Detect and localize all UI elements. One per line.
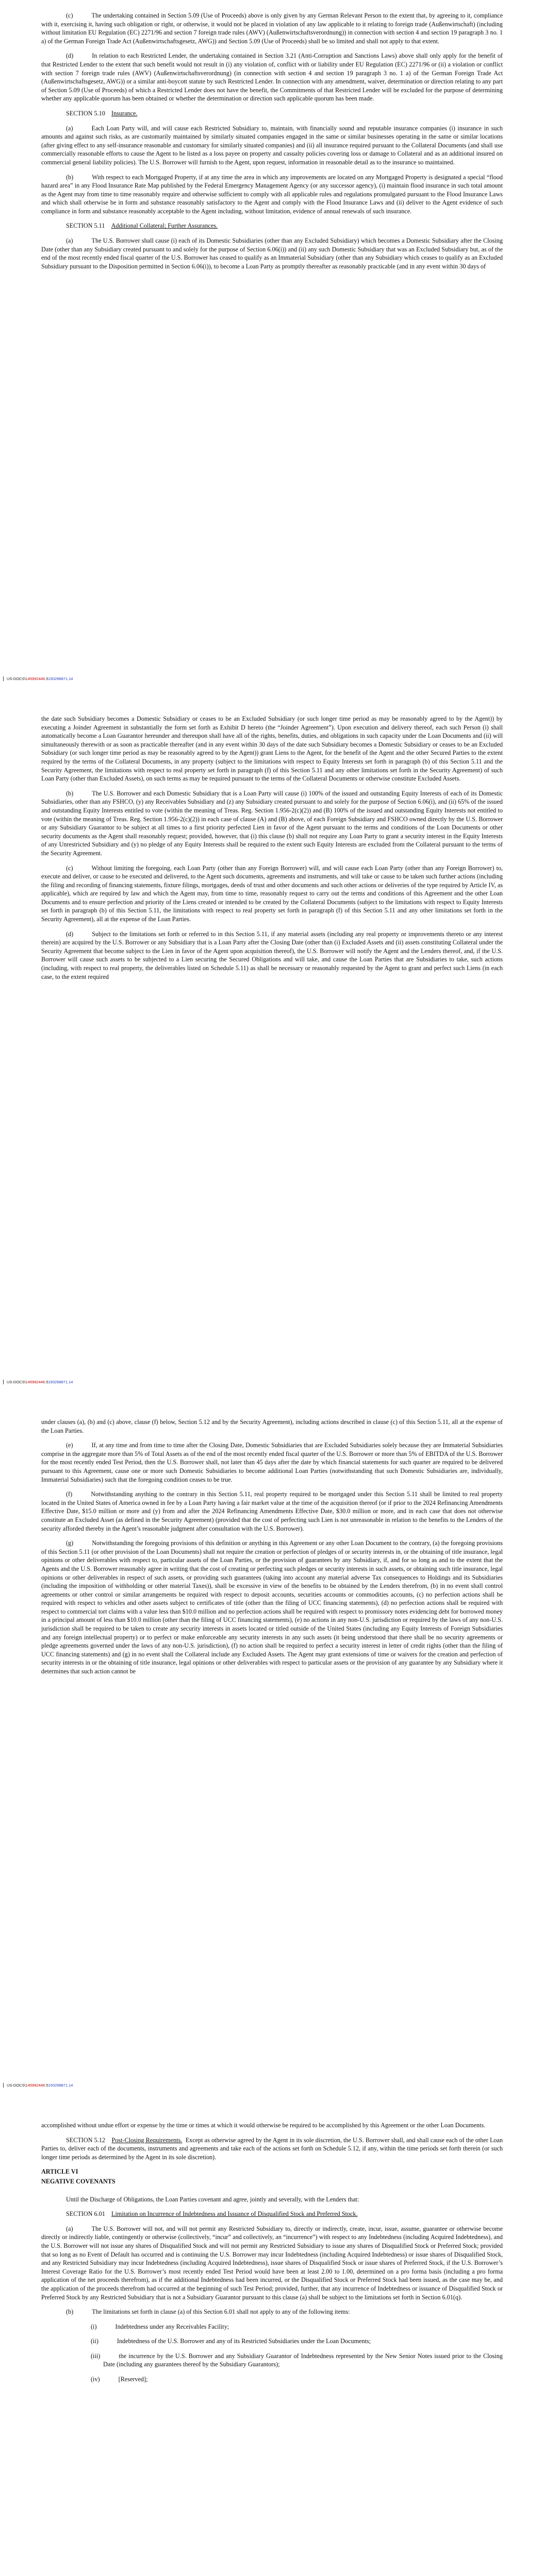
- footer-prefix: US-DOCS\: [7, 676, 26, 681]
- page-3: [0, 1406, 544, 2110]
- paragraph: (a) Each Loan Party will, and will cause each Restricted Subsidiary to, maintain, with financially sound and reputable insurance companies (i) insurance in such amounts and against such risks, as are customarily maintained by similarly situated companies engaged in the same or similar businesses operating in the same or similar locations (after giving effect to any self-insurance reasonable and customary for similarly situated companies) and (ii) all insurance required pursuant to the Collateral Documents (and shall use commercially reasonable efforts to cause the Agent to be listed as a loss payee on property and casualty policies covering loss or damage to Collateral and as an additional insured on commercial general liability policies). The U.S. Borrower will furnish to the Agent, upon request, information in reasonable detail as to the insurance so maintained.: [41, 124, 503, 166]
- paragraph: Until the Discharge of Obligations, the Loan Parties covenant and agree, jointly and severally, with the Lenders that:: [66, 2195, 359, 2203]
- paragraph: (a) The U.S. Borrower will not, and will not permit any Restricted Subsidiary to, directly or indirectly, create, incur, issue, assume, guarantee or otherwise become directly or indirectly liable, contingently or otherwise (collectively, “incur” and collectively, an “incurrence”) with respect to any Indebtedness (including Acquired Indebtedness), and the U.S. Borrower will not issue any shares of Disqualified Stock and will not permit any Restricted Subsidiary to issue any shares of Disqualified Stock or Preferred Stock; provided that so long as no Event of Default has occurred and is continuing the U.S. Borrower may incur Indebtedness (including Acquired Indebtedness) or issue shares of Disqualified Stock, and any Restricted Subsidiary may incur Indebtedness (including Acquired Indebtedness), issue shares of Disqualified Stock or issue shares of Preferred Stock, if the U.S. Borrower’s Interest Coverage Ratio for the U.S. Borrower’s most recently ended Test Period would have been at least 2.00 to 1.00, determined on a pro forma basis (including a pro forma application of the net proceeds therefrom), as if the additional Indebtedness had been incurred, or the Disqualified Stock or Preferred Stock had been issued, as the case may be, and the application of the proceeds therefrom had occurred at the beginning of such Test Period; provided, further, that any incurrence of Indebtedness or issuance of Disqualified Stock or Preferred Stock by any Restricted Subsidiary that is not a Subsidiary Guarantor pursuant to this clause (a) shall be subject to the limitations set forth in Section 6.01(q).: [41, 2225, 503, 2301]
- footer-id-v1: 5: [46, 1379, 48, 1384]
- article-number: ARTICLE VI: [41, 2168, 78, 2176]
- paragraph: (b) The U.S. Borrower and each Domestic Subsidiary that is a Loan Party will cause (i) 100% of the issued and outstanding Equity Interests of each of its Domestic Subsidiaries, other than any FSHCO, (y) any Receivables Subsidiary and (z) any Subsidiary created pursuant to and solely for the purpose of Section 6.06(i), and (ii) 65% of the issued and outstanding Equity Interests entitled to vote (within the meaning of Treas. Reg. Section 1.956-2(c)(2)) and (B) 100% of the issued and outstanding Equity Interests not entitled to vote (within the meaning of Treas. Reg. Section 1.956-2(c)(2)) in each case of clause (A) and (B) above, of each Foreign Subsidiary and FSHCO owned directly by the U.S. Borrower or any Subsidiary Guarantor to be subject at all times to a first priority perfected Lien in favor of the Agent pursuant to the terms and conditions of the Loan Documents or other security documents as the Agent shall reasonably request; provided, however, that (i) this clause (b) shall not require any Loan Party to grant a security interest in the Equity Interests of any Unrestricted Subsidiary and (y) no pledge of any Equity Interests shall be required to the extent such Equity Interests are excluded from the Collateral pursuant to the terms of the Security Agreement.: [41, 789, 503, 857]
- footer-id-blue: 150298871.14: [48, 1379, 73, 1384]
- section-number: SECTION 5.10: [66, 109, 105, 117]
- paragraph: (d) In relation to each Restricted Lender, the undertaking contained in Section 3.21 (Anti-Corruption and Sanctions Laws) above shall only apply for the benefit of that Restricted Lender to the extent that such benefit would not result in (i) any violation of, conflict with or liability under EU Regulation (EC) 2271/96 or (ii) a violation or conflict with section 7 foreign trade rules (AWV) (Außenwirtschaftsverordnung) (in connection with section 4 and section 19 paragraph 3 no. 1 a) of the German Foreign Trade Act (Außenwirtschaftsgesetz, AWG)) or a similar anti-boycott statute by such Restricted Lender. In connection with any amendment, waiver, determination or direction relating to any part of Section 5.09 (Use of Proceeds) of which a Restricted Lender does not have the benefit, the Commitments of that Restricted Lender will be excluded for the purpose of determining whether any applicable quorum has been obtained or whether the determination or direction such applicable quorum has been made.: [41, 52, 503, 103]
- paragraph: accomplished without undue effort or expense by the time or times at which it would otherwise be required to be accomplished by this Agreement or the other Loan Documents.: [41, 2122, 486, 2129]
- footer-id-red: 145992446: [25, 1379, 45, 1384]
- section-number: SECTION 5.11: [66, 222, 105, 230]
- page-2: [0, 703, 544, 1406]
- paragraph: under clauses (a), (b) and (c) above, clause (f) below, Section 5.12 and by the Security Agreement), including actions described in clause (c) of this Section 5.11, all at the expense of the Loan Parties.: [41, 1418, 503, 1434]
- section-number: SECTION 5.12: [66, 2136, 105, 2144]
- paragraph: (f) Notwithstanding anything to the contrary in this Section 5.11, real property required to be mortgaged under this Section 5.11 shall be limited to real property located in the United States of America owned in fee by a Loan Party having a fair market value at the time of the acquisition thereof (or if prior to the 2024 Refinancing Amendments Effective Date, $15.0 million or more and (y) from and after the 2024 Refinancing Amendments Effective Date, $30.0 million or more, and in each case that does not otherwise constitute an Excluded Asset (as defined in the Security Agreement) (provided that the cost of perfecting such Lien is not unreasonable in relation to the benefits to the Lenders of the security afforded thereby in the Agent’s reasonable judgment after consultation with the U.S. Borrower).: [41, 1490, 503, 1532]
- margin-bar: [3, 676, 4, 681]
- paragraph: (a) The U.S. Borrower shall cause (i) each of its Domestic Subsidiaries (other than any Excluded Subsidiary) which becomes a Domestic Subsidiary after the Closing Date (other than any Subsidiary created pursuant to and solely for the purpose of Section 6.06(i)) and (ii) any such Domestic Subsidiary that was an Excluded Subsidiary but, as of the end of the most recently ended fiscal quarter of the U.S. Borrower has ceased to qualify as an Immaterial Subsidiary (other than any Subsidiary which ceases to qualify as an Excluded Subsidiary pursuant to the Disposition permitted in Section 6.06(i)), to become a Loan Party as promptly thereafter as reasonably practicable (and in any event within 30 days of: [41, 237, 503, 270]
- margin-bar: [3, 1380, 4, 1384]
- list-item: (iii) the incurrence by the U.S. Borrower and any Subsidiary Guarantor of Indebtedness represented by the New Senior Notes issued prior to the Closing Date (including any guarantees thereof by the Subsidiary Guarantors);: [91, 2352, 503, 2368]
- list-item: (iv) [Reserved];: [91, 2376, 148, 2383]
- section-heading: [41, 109, 503, 118]
- footer-prefix: US-DOCS\: [7, 2082, 26, 2088]
- section-body: Except as otherwise agreed by the Agent in its sole discretion, the U.S. Borrower shall, and shall cause each of the other Loan Parties to, deliver each of the documents, instruments and agreements and take each of the actions set forth on Schedule 5.12, if any, within the time periods set forth therein (or such longer time periods as determined by the Agent in its sole discretion).: [41, 2136, 503, 2161]
- page-4: [0, 2110, 544, 2576]
- paragraph: (e) If, at any time and from time to time after the Closing Date, Domestic Subsidiaries that are Excluded Subsidiaries solely because they are Immaterial Subsidiaries comprise in the aggregate more than 5% of Total Assets as of the end of the most recently ended fiscal quarter of the U.S. Borrower or more than 5% of EBITDA of the U.S. Borrower for the most recently ended Test Period, then the U.S. Borrower shall, not later than 45 days after the date by which financial statements for such quarter are required to be delivered pursuant to this Agreement, cause one or more such Domestic Subsidiaries to become additional Loan Parties (notwithstanding that such Domestic Subsidiaries are, individually, Immaterial Subsidiaries) such that the foregoing condition ceases to be true.: [41, 1442, 503, 1483]
- paragraph: (c) Without limiting the foregoing, each Loan Party (other than any Foreign Borrower) will, and will cause each Loan Party (other than any Foreign Borrower) to, execute and deliver, or cause to be executed and delivered, to the Agent such documents, agreements and instruments, and will take or cause to be taken such further actions (including the filing and recording of financing statements, fixture filings, mortgages, deeds of trust and other documents and such other actions or deliveries of the type required by Article IV, as applicable), which are required by law and which the Agent may, from time to time, reasonably request to carry out the terms and conditions of this Agreement and the other Loan Documents and to ensure perfection and priority of the Liens created or intended to be created by the Collateral Documents (subject to the limitations with respect to Equity Interests set forth in paragraph (b) of this Section 5.11, the limitations with respect to real property set forth in paragraph (f) of this Section 5.11 and any other limitations set forth in the Security Agreement), all at the expense of the Loan Parties.: [41, 864, 503, 923]
- paragraph: the date such Subsidiary becomes a Domestic Subsidiary or ceases to be an Excluded Subsidiary (or such longer time period as may be reasonably agreed to by the Agent)) by executing a Joinder Agreement in substantially the form set forth as Exhibit D hereto (the “Joinder Agreement”). Upon execution and delivery thereof, each such Person (i) shall automatically become a Loan Guarantor hereunder and thereupon shall have all of the rights, benefits, duties, and obligations in such capacity under the Loan Documents and (ii) will simultaneously therewith or as soon as practicable thereafter (and in any event within 30 days of the date such Subsidiary becomes a Domestic Subsidiary or ceases to be an Excluded Subsidiary (or such longer time period as may be reasonably agreed to by the Agent)) grant Liens to the Agent, for the benefit of the Agent and the other Secured Parties to the extent required by the terms of the Collateral Documents, in any property (subject to the limitations with respect to Equity Interests set forth in paragraph (b) of this Section 5.11 and the Security Agreement, the limitations with respect to real property set forth in paragraph (f) of this Section 5.11 and any other limitations set forth in the Security Agreement) of such Loan Party (other than Excluded Assets), on such terms as may be required pursuant to the terms of the Collateral Documents or otherwise constitute Excluded Assets.: [41, 715, 503, 783]
- list-item: (ii) Indebtedness of the U.S. Borrower and any of its Restricted Subsidiaries under the Loan Documents;: [91, 2337, 371, 2345]
- list-item: (i) Indebtedness under any Receivables Facility;: [91, 2323, 229, 2330]
- paragraph: (g) Notwithstanding the foregoing provisions of this definition or anything in this Agreement or any other Loan Document to the contrary, (a) the foregoing provisions of this Section 5.11 (or other provision of the Loan Documents) shall not require the creation or perfection of pledges of or security interests in, or the obtaining of title insurance, legal opinions or other deliverables with respect to, particular assets of the Loan Parties, or the provision of guarantees by any Subsidiary, if, and for so long as and to the extent that the Agents and the U.S. Borrower reasonably agree in writing that the cost of creating or perfecting such pledges or security interests in such assets, or obtaining such title insurance, legal opinions or other deliverables in respect of such assets, or providing such guarantees (taking into account any material adverse Tax consequences to Holdings and its Subsidiaries (including the imposition of withholding or other material Taxes)), shall be excessive in view of the benefits to be obtained by the Lenders therefrom, (b) in no event shall control agreements or other control or similar arrangements be required with respect to deposit accounts, securities accounts or commodities accounts, (c) no perfection actions shall be required with respect to vehicles and other assets subject to certificates of title (other than the filing of UCC financing statements), (d) no perfection actions shall be required with respect to commercial tort claims with a value less than $10.0 million and no perfection actions shall be required with respect to promissory notes evidencing debt for borrowed money in a principal amount of less than $10.0 million (other than the filing of UCC financing statements), (e) no actions in any non-U.S. jurisdiction or required by the laws of any non-U.S. jurisdiction shall be required to be taken to create any security interests in assets located or titled outside of the United States (including any Equity Interests of Foreign Subsidiaries and any foreign intellectual property) or to perfect or make enforceable any security interests in any such assets (it being understood that there shall be no security agreements or pledge agreements governed under the laws of any non-U.S. jurisdiction), (f) no action shall be required to perfect a security interest in letter of credit rights (other than the filing of UCC financing statements) and (g) in no event shall the Collateral include any Excluded Assets. The Agent may grant extensions of time or waivers for the creation and perfection of security interests in or the obtaining of title insurance, legal opinions or other deliverables with respect to particular assets or the provision of any guarantee by any Subsidiary where it determines that such action cannot be: [41, 1539, 503, 1675]
- document-footer: US-DOCS\145992446.5150298871.14: [3, 1380, 73, 1385]
- section-title: Limitation on Incurrence of Indebtedness and Issuance of Disqualified Stock and Preferred Stock.: [111, 2210, 358, 2218]
- footer-id-v1: 5: [46, 676, 48, 681]
- footer-id-v1: 5: [46, 2082, 48, 2088]
- section-heading: [41, 2136, 503, 2162]
- footer-id-red: 145992446: [25, 2082, 45, 2088]
- article-title: NEGATIVE COVENANTS: [41, 2177, 116, 2185]
- section-heading: [41, 222, 503, 230]
- page-1: [0, 0, 544, 703]
- footer-prefix: US-DOCS\: [7, 1379, 26, 1384]
- footer-id-red: 145992446: [25, 676, 45, 681]
- footer-id-blue: 150298871.14: [48, 2082, 73, 2088]
- section-number: SECTION 6.01: [66, 2210, 105, 2218]
- section-title: Insurance.: [111, 109, 138, 117]
- margin-bar: [3, 2083, 4, 2088]
- paragraph: (d) Subject to the limitations set forth or referred to in this Section 5.11, if any material assets (including any real property or improvements thereto or any interest therein) are acquired by the U.S. Borrower or any Subsidiary that is a Loan Party after the Closing Date (other than (i) Excluded Assets and (ii) assets constituting Collateral under the Security Agreement that become subject to the Lien in favor of the Agent upon acquisition thereof), the U.S. Borrower will notify the Agent and the Lenders thereof, and, if the U.S. Borrower will cause such assets to be subjected to a Lien securing the Secured Obligations and will take, and cause the Loan Parties that are Subsidiaries to take, such actions (including, with respect to real property, the deliverables listed on Schedule 5.11) as shall be necessary or reasonably requested by the Agent to grant and perfect such Liens (in each case, to the extent required: [41, 930, 503, 980]
- section-heading: [41, 2210, 503, 2218]
- footer-id-blue: 150298871.14: [48, 676, 73, 681]
- paragraph: (b) The limitations set forth in clause (a) of this Section 6.01 shall not apply to any of the following items:: [66, 2308, 350, 2316]
- section-title: Additional Collateral; Further Assurances.: [111, 222, 218, 230]
- document-footer: US-DOCS\145992446.5150298871.14: [3, 676, 73, 682]
- section-title: Post-Closing Requirements.: [111, 2136, 183, 2144]
- paragraph: (c) The undertaking contained in Section 5.09 (Use of Proceeds) above is only given by any German Relevant Person to the extent that, by agreeing to it, compliance with it, exercising it, having such obligation or right, or otherwise, it would not be placed in violation of any law applicable to it relating to foreign trade (Außenwirtschaft) (including without limitation EU Regulation (EC) 2271/96 and section 7 foreign trade rules (AWV) (Außenwirtschaftsverordnung)) in connection with section 4 and section 19 paragraph 3 no. 1 a) of the German Foreign Trade Act (Außenwirtschaftsgesetz, AWG)) and Section 5.09 (Use of Proceeds) shall be so limited and shall not apply to that extent.: [41, 12, 503, 45]
- document-footer: US-DOCS\145992446.5150298871.14: [3, 2083, 73, 2088]
- paragraph: (b) With respect to each Mortgaged Property, if at any time the area in which any improvements are located on any Mortgaged Property is designated a special “flood hazard area” in any Flood Insurance Rate Map published by the Federal Emergency Management Agency (or any successor agency), (i) maintain flood insurance in such total amount as the Agent may from time to time reasonably require and otherwise sufficient to comply with all applicable rules and regulations promulgated pursuant to the Flood Insurance Laws and which shall otherwise be in form and substance reasonably satisfactory to the Agent and comply with the Flood Insurance Laws and (ii) deliver to the Agent evidence of such compliance in form and substance reasonably acceptable to the Agent including, without limitation, evidence of annual renewals of such insurance.: [41, 173, 503, 215]
